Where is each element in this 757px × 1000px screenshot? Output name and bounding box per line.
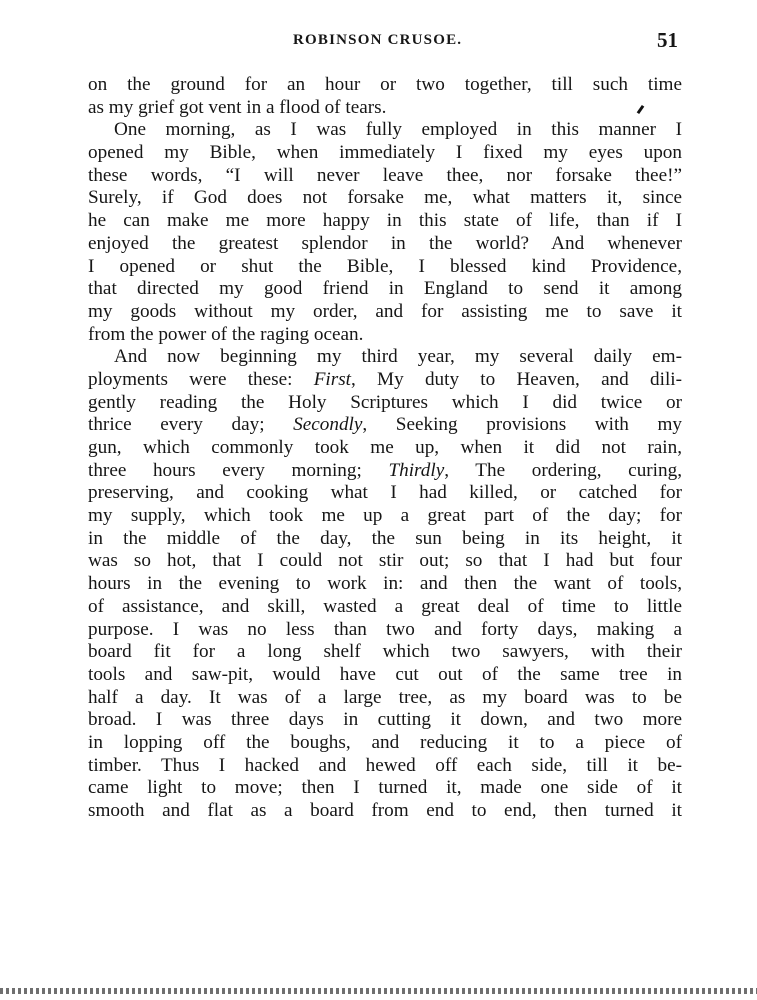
text-line: on the ground for an hour or two together, till such time bbox=[88, 74, 682, 95]
text-line: enjoyed the greatest splendor in the world? And whenever bbox=[88, 232, 682, 254]
text-line: timber. Thus I hacked and hewed off each side, till it be- bbox=[88, 754, 682, 776]
text-line: these words, “I will never leave thee, nor forsake thee!” bbox=[88, 164, 682, 186]
text-line: that directed my good friend in England to send it among bbox=[88, 278, 682, 300]
text-line: from the power of the raging ocean. bbox=[88, 323, 364, 345]
text-line: Surely, if God does not forsake me, what matters it, since bbox=[88, 187, 682, 209]
running-title: ROBINSON CRUSOE. bbox=[293, 32, 463, 48]
text-line: hours in the evening to work in: and then the want of tools, bbox=[88, 573, 682, 595]
page-header bbox=[88, 28, 678, 58]
text-line: of assistance, and skill, wasted a great deal of time to little bbox=[88, 595, 682, 617]
text-line: half a day. It was of a large tree, as my board was to be bbox=[88, 686, 682, 708]
text-line: came light to move; then I turned it, made one side of it bbox=[88, 777, 682, 799]
text-line: gently reading the Holy Scriptures which I did twice or bbox=[88, 391, 682, 413]
text-line: opened my Bible, when immediately I fixed my eyes upon bbox=[88, 142, 682, 164]
text-line: in lopping off the boughs, and reducing it to a piece of bbox=[88, 731, 682, 753]
text-line: One morning, as I was fully employed in this manner I bbox=[114, 119, 682, 141]
text-line: he can make me more happy in this state of life, than if I bbox=[88, 210, 682, 232]
text-line: as my grief got vent in a flood of tears. bbox=[88, 96, 387, 118]
text-line: smooth and flat as a board from end to end, then turned it bbox=[88, 800, 682, 821]
page-number: 51 bbox=[657, 28, 678, 52]
text-line: was so hot, that I could not stir out; so that I had but four bbox=[88, 550, 682, 572]
text-line: broad. I was three days in cutting it down, and two more bbox=[88, 709, 682, 731]
text-line: I opened or shut the Bible, I blessed kind Providence, bbox=[88, 255, 682, 277]
body-text bbox=[88, 74, 682, 823]
text-line: gun, which commonly took me up, when it did not rain, bbox=[88, 437, 682, 458]
text-line: three hours every morning; Thirdly, The ordering, curing, bbox=[88, 459, 682, 481]
bottom-edge-rule bbox=[0, 988, 757, 994]
text-line: my supply, which took me up a great part of the day; for bbox=[88, 505, 682, 527]
text-line: preserving, and cooking what I had killed, or catched for bbox=[88, 482, 682, 504]
text-line: purpose. I was no less than two and forty days, making a bbox=[88, 618, 682, 640]
text-line: my goods without my order, and for assisting me to save it bbox=[88, 300, 682, 322]
text-line: in the middle of the day, the sun being in its height, it bbox=[88, 527, 682, 549]
text-line: And now beginning my third year, my several daily em- bbox=[114, 346, 682, 368]
text-line: board fit for a long shelf which two sawyers, with their bbox=[88, 641, 682, 663]
text-line: ployments were these: First, My duty to Heaven, and dili- bbox=[88, 368, 682, 390]
text-line: thrice every day; Secondly, Seeking provisions with my bbox=[88, 414, 682, 436]
text-line: tools and saw-pit, would have cut out of the same tree in bbox=[88, 663, 682, 685]
